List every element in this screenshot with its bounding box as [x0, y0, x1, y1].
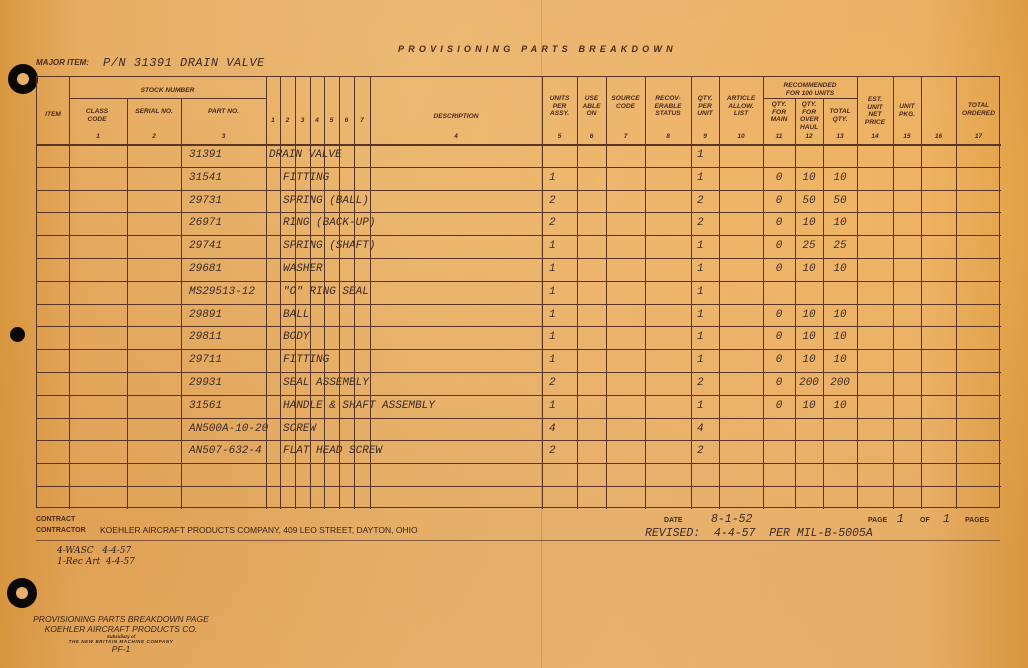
grid-vline	[577, 77, 578, 509]
column-number-1: 1	[96, 133, 100, 140]
imprint-form-number: PF-1	[111, 644, 131, 654]
contractor-label: CONTRACTOR	[36, 527, 86, 534]
part-number: AN507-632-4	[189, 445, 262, 458]
grid-vline	[606, 77, 607, 509]
header-usable-on: USE ABLE ON	[582, 95, 601, 117]
column-number-10: 10	[737, 133, 745, 140]
qty-per-unit: 1	[697, 240, 704, 253]
grid-vline	[719, 77, 720, 509]
qty-for-main: 0	[775, 217, 783, 230]
qty-per-unit: 2	[697, 377, 704, 389]
qty-per-unit: 1	[697, 308, 704, 321]
qty-per-unit: 2	[697, 217, 704, 230]
header-article-allow-list: ARTICLE ALLOW. LIST	[726, 95, 756, 117]
description: SPRING (BALL)	[283, 194, 369, 207]
qty-per-unit: 1	[697, 285, 704, 298]
date-value: 8-1-52	[711, 513, 753, 526]
header-serial-no: SERIAL NO.	[135, 108, 173, 115]
qty-for-main: 0	[775, 399, 783, 412]
revised-note: REVISED: 4-4-57 PER MIL-B-5005A	[645, 527, 873, 540]
description: SEAL ASSEMBLY	[283, 377, 369, 389]
header-indent-1: 1	[271, 117, 275, 124]
header-recommended: RECOMMENDED FOR 100 UNITS	[783, 82, 837, 97]
pages-value: 1	[943, 513, 950, 526]
header-indent-2: 2	[285, 117, 290, 124]
description: WASHER	[283, 263, 323, 275]
qty-per-unit: 1	[697, 399, 704, 412]
page-label: PAGE	[868, 517, 888, 524]
part-number: 31541	[189, 171, 223, 184]
date-label: DATE	[664, 517, 683, 524]
column-number-6: 6	[589, 133, 594, 140]
total-qty: 200	[830, 377, 850, 389]
part-number: AN500A-10-20	[189, 422, 269, 435]
header-indent-7: 7	[360, 117, 364, 124]
header-indent-6: 6	[344, 117, 349, 124]
qty-per-unit: 2	[697, 445, 704, 458]
grid-vline	[763, 77, 764, 509]
qty-per-unit: 1	[697, 263, 704, 275]
qty-per-unit: 1	[697, 149, 704, 161]
part-number: 31391	[189, 149, 223, 161]
qty-per-unit: 4	[697, 422, 704, 435]
handwritten-note-1: 4-WASC 4-4-57	[57, 546, 132, 556]
qty-for-overhaul: 10	[802, 308, 816, 321]
part-number: 29741	[189, 240, 223, 253]
units-per-assy: 1	[549, 399, 556, 412]
total-qty: 10	[833, 308, 847, 321]
part-number: 26971	[189, 217, 223, 230]
units-per-assy: 4	[549, 422, 556, 435]
qty-per-unit: 1	[697, 171, 704, 184]
column-number-17: 17	[974, 133, 983, 140]
contract-label: CONTRACT	[36, 516, 76, 523]
part-number: 29731	[189, 194, 223, 207]
qty-for-overhaul: 10	[802, 217, 816, 230]
total-qty: 10	[833, 399, 847, 412]
grid-vline	[542, 77, 543, 509]
units-per-assy: 2	[549, 377, 556, 389]
column-number-9: 9	[703, 133, 707, 140]
column-number-5: 5	[557, 133, 562, 140]
description: RING (BACK-UP)	[283, 217, 376, 230]
header-qty-per-unit: QTY. PER UNIT	[697, 95, 713, 117]
description: FITTING	[283, 354, 330, 367]
grid-vline	[266, 77, 267, 509]
grid-vline	[921, 77, 922, 509]
header-stock-number: STOCK NUMBER	[140, 87, 195, 94]
units-per-assy: 2	[549, 194, 556, 207]
imprint-subsidiary: Subsidiary of	[106, 634, 136, 639]
qty-for-overhaul: 10	[802, 331, 816, 344]
header-indent-5: 5	[329, 117, 334, 124]
header-unit-pkg: UNIT PKG.	[898, 103, 916, 118]
punch-hole-middle	[10, 327, 25, 342]
part-number: 29811	[189, 331, 223, 344]
footer-divider	[36, 540, 1000, 541]
handwritten-note-2: 1-Rec Art 4-4-57	[57, 557, 135, 567]
description: BALL	[283, 308, 310, 321]
column-number-7: 7	[623, 133, 628, 140]
grid-hline	[37, 235, 1001, 236]
grid-hline	[69, 98, 266, 99]
header-units-per-assy: UNITS PER ASSY.	[549, 95, 570, 117]
header-source-code: SOURCE CODE	[611, 95, 640, 110]
units-per-assy: 1	[549, 354, 556, 367]
major-item-label: MAJOR ITEM:	[36, 58, 89, 67]
grid-vline	[893, 77, 894, 509]
units-per-assy: 1	[549, 308, 556, 321]
total-qty: 25	[833, 240, 847, 253]
part-number: MS29513-12	[189, 285, 256, 298]
qty-for-overhaul: 10	[802, 263, 816, 275]
punch-hole-top	[8, 64, 38, 94]
qty-for-main: 0	[775, 240, 783, 253]
qty-for-main: 0	[775, 194, 783, 207]
header-part-no: PART NO.	[208, 108, 239, 115]
column-number-4: 4	[454, 133, 458, 140]
grid-hline	[37, 304, 1001, 305]
header-indent-4: 4	[315, 117, 319, 124]
description: FITTING	[283, 171, 330, 184]
form-imprint	[26, 614, 216, 654]
units-per-assy: 1	[549, 285, 556, 298]
header-bottom-line	[37, 144, 1001, 146]
major-item-value: P/N 31391 DRAIN VALVE	[103, 56, 265, 70]
description: FLAT HEAD SCREW	[283, 445, 383, 458]
grid-hline	[37, 440, 1001, 441]
of-label: OF	[920, 517, 930, 524]
grid-vline	[857, 77, 858, 509]
part-number: 29711	[189, 354, 223, 367]
qty-for-main: 0	[775, 377, 783, 389]
grid-hline	[37, 167, 1001, 168]
qty-for-overhaul: 10	[802, 399, 816, 412]
qty-for-overhaul: 200	[799, 377, 819, 389]
grid-hline	[37, 349, 1001, 350]
header-total-ordered: TOTAL ORDERED	[962, 102, 995, 117]
header-recoverable-status: RECOV- ERABLE STATUS	[654, 95, 682, 117]
column-number-16: 16	[934, 133, 943, 140]
grid-hline	[37, 326, 1001, 327]
units-per-assy: 1	[549, 240, 556, 253]
qty-for-main: 0	[775, 171, 783, 184]
column-number-12: 12	[805, 133, 813, 140]
qty-for-overhaul: 25	[802, 240, 816, 253]
total-qty: 10	[833, 263, 847, 275]
parts-table	[36, 76, 1000, 508]
header-qty-for-main: QTY. FOR MAIN	[770, 101, 788, 123]
part-number: 29681	[189, 263, 223, 275]
qty-for-overhaul: 50	[802, 194, 816, 207]
part-number: 29891	[189, 308, 223, 321]
column-number-3: 3	[221, 133, 226, 140]
total-qty: 10	[833, 217, 847, 230]
header-class-code: CLASS CODE	[85, 108, 109, 123]
grid-hline	[37, 372, 1001, 373]
qty-for-overhaul: 10	[802, 354, 816, 367]
header-total-qty: TOTAL QTY.	[829, 108, 851, 123]
column-number-15: 15	[903, 133, 911, 140]
column-number-2: 2	[152, 133, 156, 140]
imprint-title: PROVISIONING PARTS BREAKDOWN PAGE	[33, 614, 209, 624]
qty-per-unit: 2	[697, 194, 704, 207]
description: SCREW	[283, 422, 317, 435]
qty-for-main: 0	[775, 331, 783, 344]
column-number-13: 13	[836, 133, 844, 140]
column-number-8: 8	[666, 133, 670, 140]
header-description: DESCRIPTION	[433, 113, 479, 120]
total-qty: 10	[833, 354, 847, 367]
units-per-assy: 1	[549, 263, 556, 275]
imprint-company: KOEHLER AIRCRAFT PRODUCTS CO.	[44, 624, 198, 634]
grid-hline	[37, 395, 1001, 396]
pages-label: PAGES	[965, 517, 989, 524]
description: "O" RING SEAL	[283, 285, 369, 298]
qty-for-main: 0	[775, 263, 783, 275]
page-value: 1	[897, 513, 904, 526]
units-per-assy: 2	[549, 217, 556, 230]
grid-vline	[956, 77, 957, 509]
description: HANDLE & SHAFT ASSEMBLY	[283, 399, 435, 412]
header-indent-3: 3	[300, 117, 305, 124]
grid-vline	[69, 77, 70, 509]
column-number-11: 11	[775, 133, 783, 140]
grid-hline	[37, 190, 1001, 191]
grid-hline	[763, 98, 857, 99]
part-number: 31561	[189, 399, 223, 412]
units-per-assy: 2	[549, 445, 556, 458]
grid-hline	[37, 486, 1001, 487]
grid-hline	[37, 463, 1001, 464]
header-item: ITEM	[45, 111, 61, 118]
part-number: 29931	[189, 377, 223, 389]
grid-hline	[37, 212, 1001, 213]
grid-vline	[280, 77, 281, 509]
description: BODY	[283, 331, 310, 344]
qty-for-main: 0	[775, 354, 783, 367]
grid-hline	[37, 281, 1001, 282]
column-number-14: 14	[871, 133, 879, 140]
total-qty: 50	[833, 194, 847, 207]
grid-hline	[37, 258, 1001, 259]
imprint-parent: THE NEW BRITAIN MACHINE COMPANY	[68, 639, 174, 644]
total-qty: 10	[833, 171, 847, 184]
qty-per-unit: 1	[697, 331, 704, 344]
header-est-unit-net-price: EST. UNIT NET PRICE	[864, 96, 886, 126]
description: DRAIN VALVE	[269, 149, 342, 161]
form-title: PROVISIONING PARTS BREAKDOWN	[398, 44, 677, 54]
grid-vline	[370, 77, 371, 509]
punch-hole-bottom	[7, 578, 37, 608]
total-qty: 10	[833, 331, 847, 344]
units-per-assy: 1	[549, 331, 556, 344]
grid-vline	[691, 77, 692, 509]
qty-for-main: 0	[775, 308, 783, 321]
grid-vline	[645, 77, 646, 509]
description: SPRING (SHAFT)	[283, 240, 376, 253]
contractor-value: KOEHLER AIRCRAFT PRODUCTS COMPANY, 409 LEO STREET, DAYTON, OHIO	[100, 525, 418, 535]
units-per-assy: 1	[549, 171, 556, 184]
header-qty-for-overhaul: QTY. FOR OVER HAUL	[800, 101, 819, 131]
grid-hline	[37, 418, 1001, 419]
qty-for-overhaul: 10	[802, 171, 816, 184]
qty-per-unit: 1	[697, 354, 704, 367]
